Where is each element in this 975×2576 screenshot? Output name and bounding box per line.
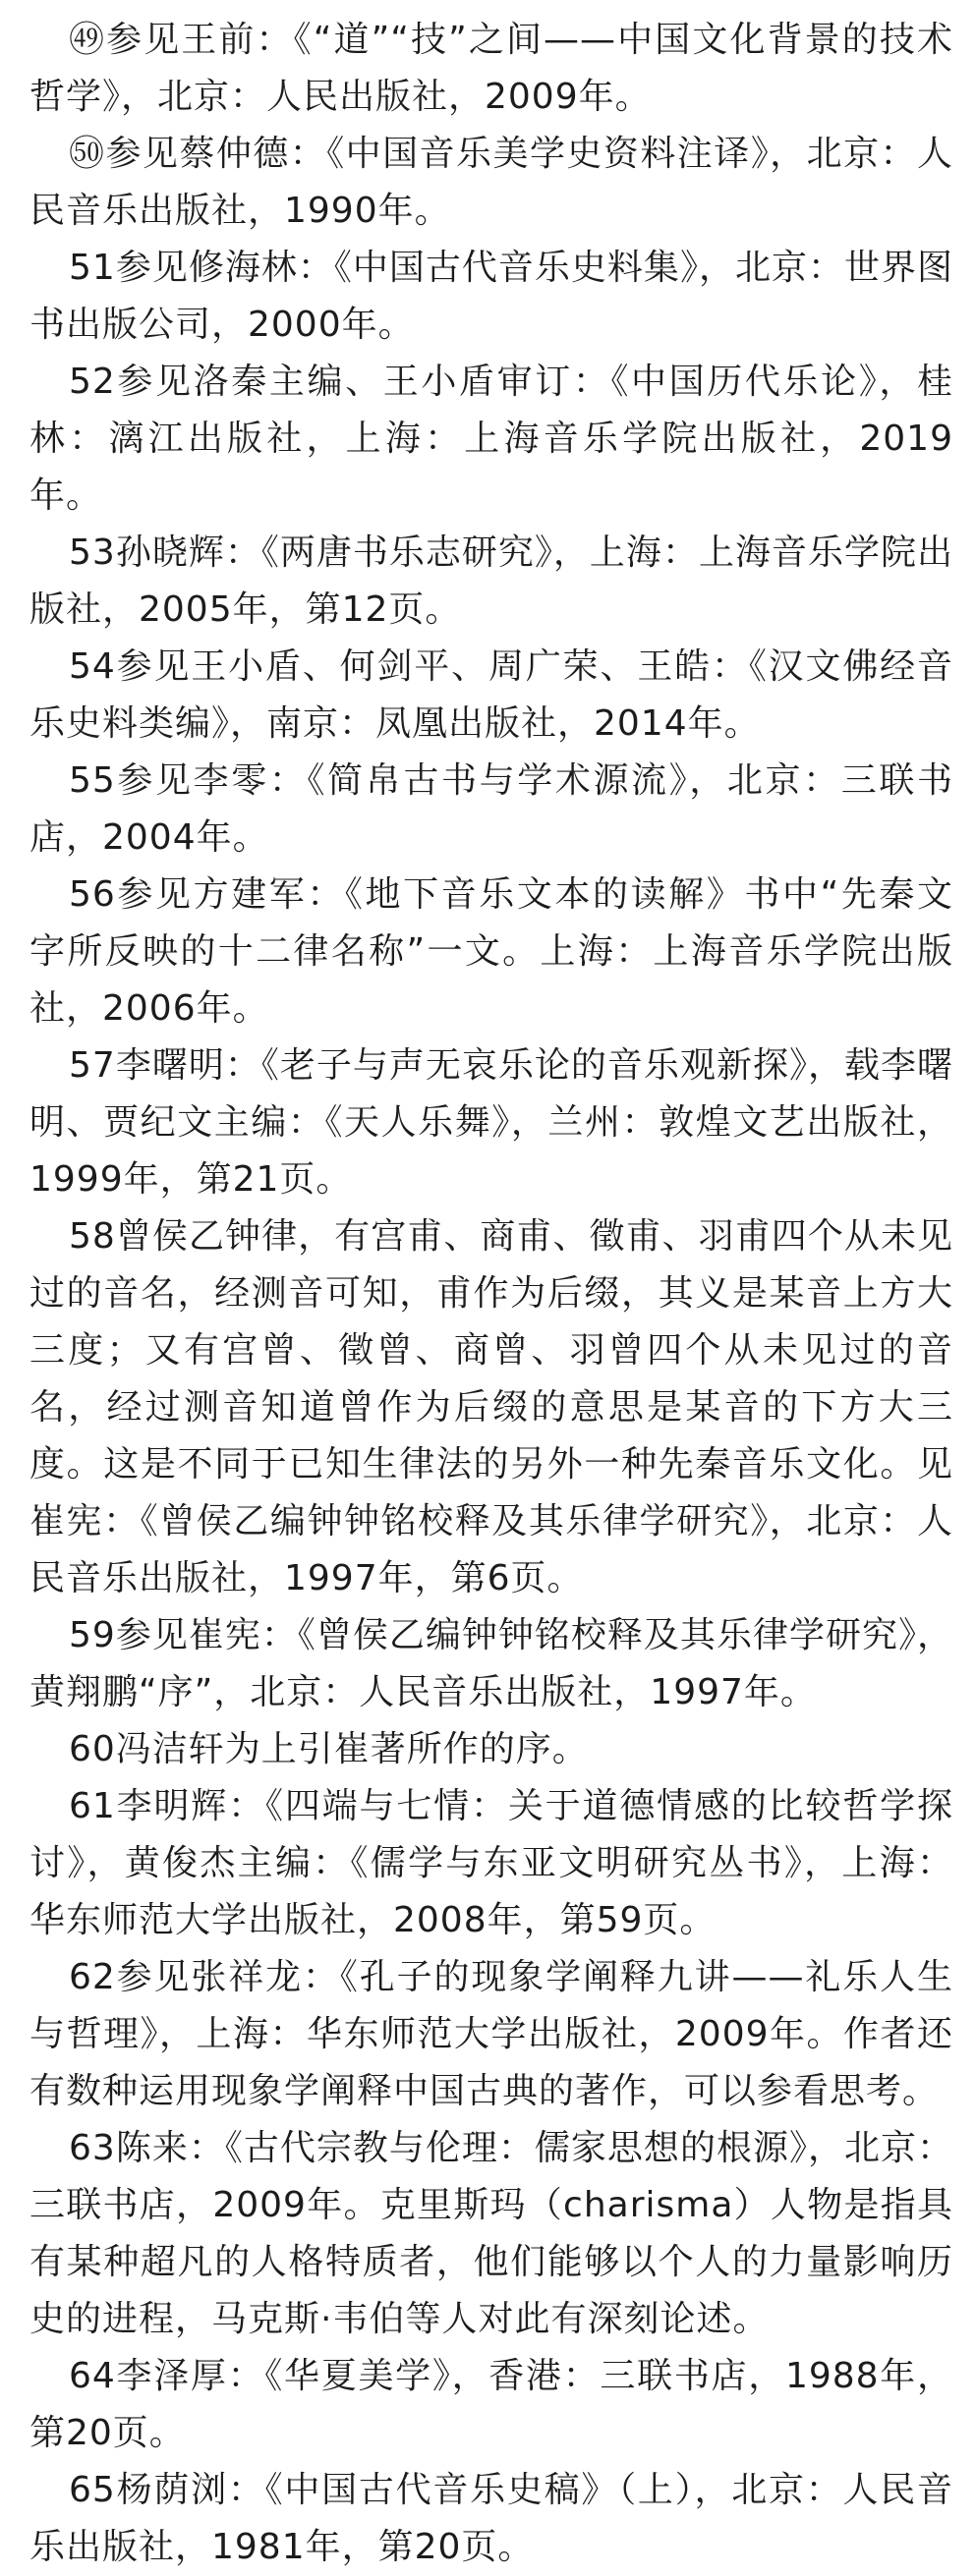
footnotes-page <box>29 0 953 2576</box>
footnote-55: 55参见李零：《简帛古书与学术源流》，北京：三联书店，2004年。 <box>29 760 953 858</box>
footnote-50: ㊿参见蔡仲德：《中国音乐美学史资料注译》，北京：人民音乐出版社，1990年。 <box>29 134 953 231</box>
footnote-49: ㊾参见王前：《“道”“技”之间——中国文化背景的技术哲学》，北京：人民出版社，2009年。 <box>29 20 953 117</box>
footnote-64: 64李泽厚：《华夏美学》，香港：三联书店，1988年，第20页。 <box>29 2356 953 2453</box>
footnote-52: 52参见洛秦主编、王小盾审订：《中国历代乐论》，桂林：漓江出版社，上海：上海音乐学院出版社，2019年。 <box>29 362 953 516</box>
footnote-61: 61李明辉：《四端与七情：关于道德情感的比较哲学探讨》，黄俊杰主编：《儒学与东亚文明研究丛书》，上海：华东师范大学出版社，2008年，第59页。 <box>29 1786 953 1940</box>
footnote-57: 57李曙明：《老子与声无哀乐论的音乐观新探》，载李曙明、贾纪文主编：《天人乐舞》，兰州：敦煌文艺出版社，1999年，第21页。 <box>29 1045 953 1200</box>
footnote-54: 54参见王小盾、何剑平、周广荣、王皓：《汉文佛经音乐史料类编》，南京：凤凰出版社，2014年。 <box>29 646 953 744</box>
footnote-62: 62参见张祥龙：《孔子的现象学阐释九讲——礼乐人生与哲理》，上海：华东师范大学出版社，2009年。作者还有数种运用现象学阐释中国古典的著作，可以参看思考。 <box>29 1957 953 2111</box>
footnote-56: 56参见方建军：《地下音乐文本的读解》书中“先秦文字所反映的十二律名称”一文。上海：上海音乐学院出版社，2006年。 <box>29 874 953 1029</box>
footnote-59: 59参见崔宪：《曾侯乙编钟钟铭校释及其乐律学研究》，黄翔鹏“序”，北京：人民音乐出版社，1997年。 <box>29 1615 953 1712</box>
footnote-65: 65杨荫浏：《中国古代音乐史稿》（上），北京：人民音乐出版社，1981年，第20页。 <box>29 2470 953 2567</box>
footnote-63: 63陈来：《古代宗教与伦理：儒家思想的根源》，北京：三联书店，2009年。克里斯玛（charisma）人物是指具有某种超凡的人格特质者，他们能够以个人的力量影响历史的进程，马克斯·韦伯等人对此有深刻论述。 <box>29 2128 953 2339</box>
footnote-51: 51参见修海林：《中国古代音乐史料集》，北京：世界图书出版公司，2000年。 <box>29 248 953 345</box>
footnote-60: 60冯洁轩为上引崔著所作的序。 <box>69 1729 589 1769</box>
footnote-58: 58曾侯乙钟律，有宫甫、商甫、徵甫、羽甫四个从未见过的音名，经测音可知，甫作为后缀，其义是某音上方大三度；又有宫曾、徵曾、商曾、羽曾四个从未见过的音名，经过测音知道曾作为后缀的意思是某音的下方大三度。这是不同于已知生律法的另外一种先秦音乐文化。见崔宪：《曾侯乙编钟钟铭校释及其乐律学研究》，北京：人民音乐出版社，1997年，第6页。 <box>29 1216 953 1598</box>
footnote-53: 53孙晓辉：《两唐书乐志研究》，上海：上海音乐学院出版社，2005年，第12页。 <box>29 532 953 630</box>
